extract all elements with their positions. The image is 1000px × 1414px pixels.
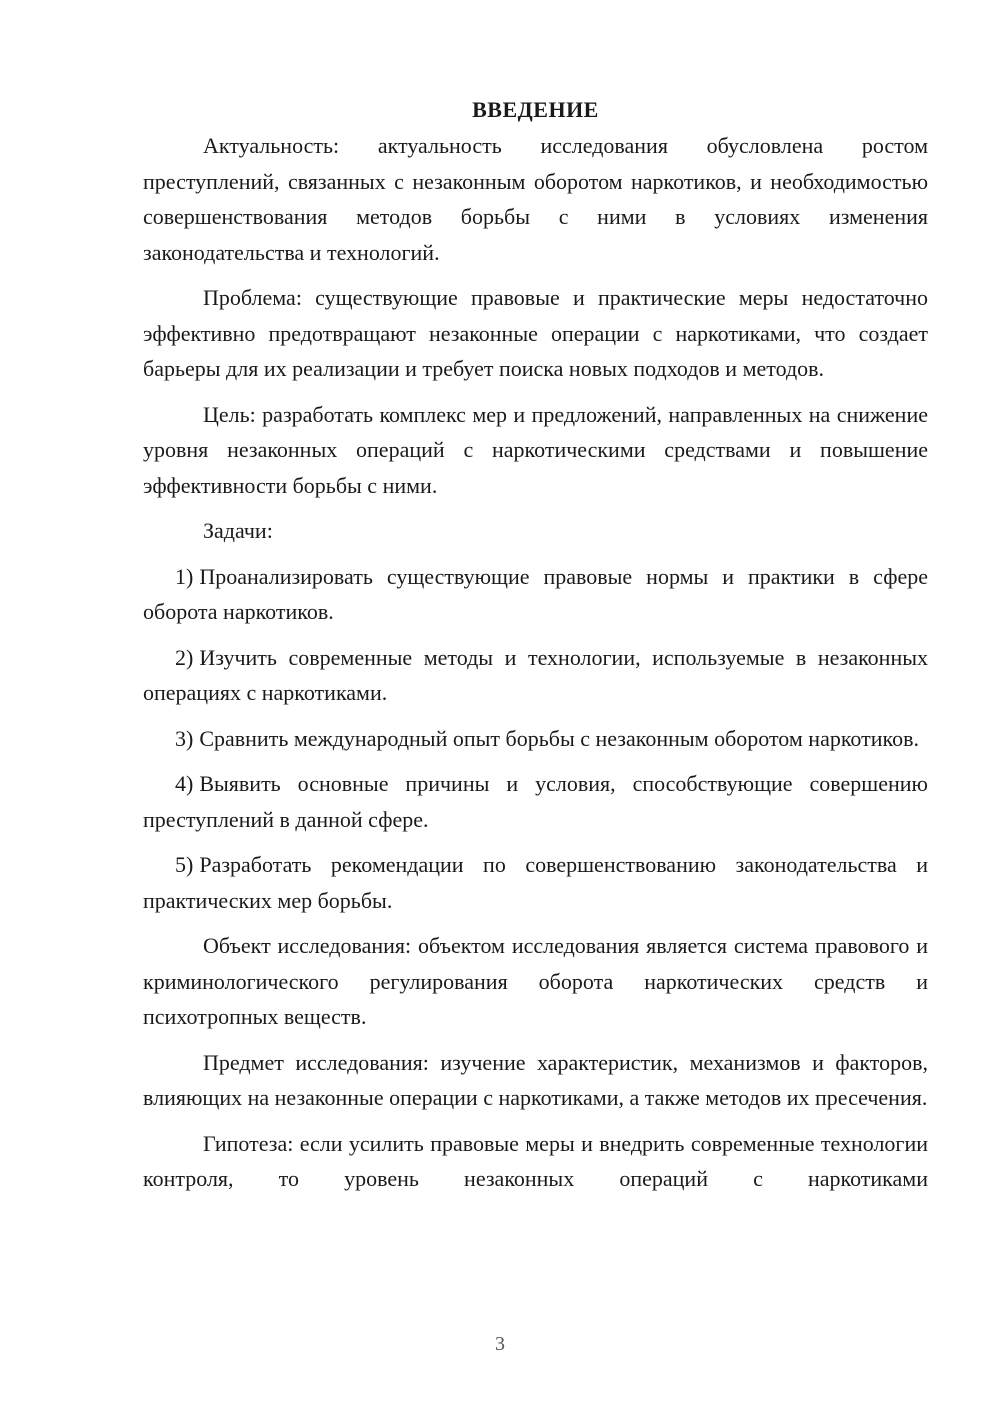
subject-paragraph: Предмет исследования: изучение характеристик, механизмов и факторов, влияющих на незаконные операции с наркотиками, а также методов их пресечения. xyxy=(143,1049,928,1110)
task-number: 1) xyxy=(175,563,194,589)
task-number: 3) xyxy=(175,725,194,751)
task-text: Проанализировать существующие правовые нормы и практики в сфере оборота наркотиков. xyxy=(143,563,928,624)
task-item xyxy=(143,559,928,630)
task-item xyxy=(143,721,928,757)
problem-paragraph: Проблема: существующие правовые и практические меры недостаточно эффективно предотвращают незаконные операции с наркотиками, что создает барьеры для их реализации и требует поиска новых подходов и методов. xyxy=(143,285,928,381)
task-text: Выявить основные причины и условия, способствующие совершению преступлений в данной сфере. xyxy=(143,771,928,832)
task-number: 4) xyxy=(175,771,194,796)
object-paragraph: Объект исследования: объектом исследования является система правового и криминологического регулирования оборота наркотических средств и психотропных веществ. xyxy=(143,933,928,1029)
task-text: Сравнить международный опыт борьбы с незаконным оборотом наркотиков. xyxy=(199,725,919,751)
task-item xyxy=(143,640,928,711)
relevance-paragraph: Актуальность: актуальность исследования обусловлена ростом преступлений, связанных с незаконным оборотом наркотиков, и необходимостью совершенствования методов борьбы с ними в условиях изменения законодательства и технологий. xyxy=(143,133,928,265)
task-text: Изучить современные методы и технологии, используемые в незаконных операциях с наркотиками. xyxy=(143,644,928,705)
section-title: ВВЕДЕНИЕ xyxy=(472,97,599,122)
hypothesis-paragraph: Гипотеза: если усилить правовые меры и внедрить современные технологии контроля, то уровень незаконных операций с наркотиками xyxy=(143,1130,928,1191)
task-text: Разработать рекомендации по совершенствованию законодательства и практических мер борьбы. xyxy=(143,852,928,913)
document-page xyxy=(143,94,928,1197)
goal-paragraph: Цель: разработать комплекс мер и предложений, направленных на снижение уровня незаконных операций с наркотическими средствами и повышение эффективности борьбы с ними. xyxy=(143,401,928,498)
tasks-heading: Задачи: xyxy=(203,518,273,543)
task-item xyxy=(143,766,928,837)
task-number: 5) xyxy=(175,852,194,877)
page-number: 3 xyxy=(495,1333,505,1355)
task-item xyxy=(143,847,928,918)
task-number: 2) xyxy=(175,644,194,670)
